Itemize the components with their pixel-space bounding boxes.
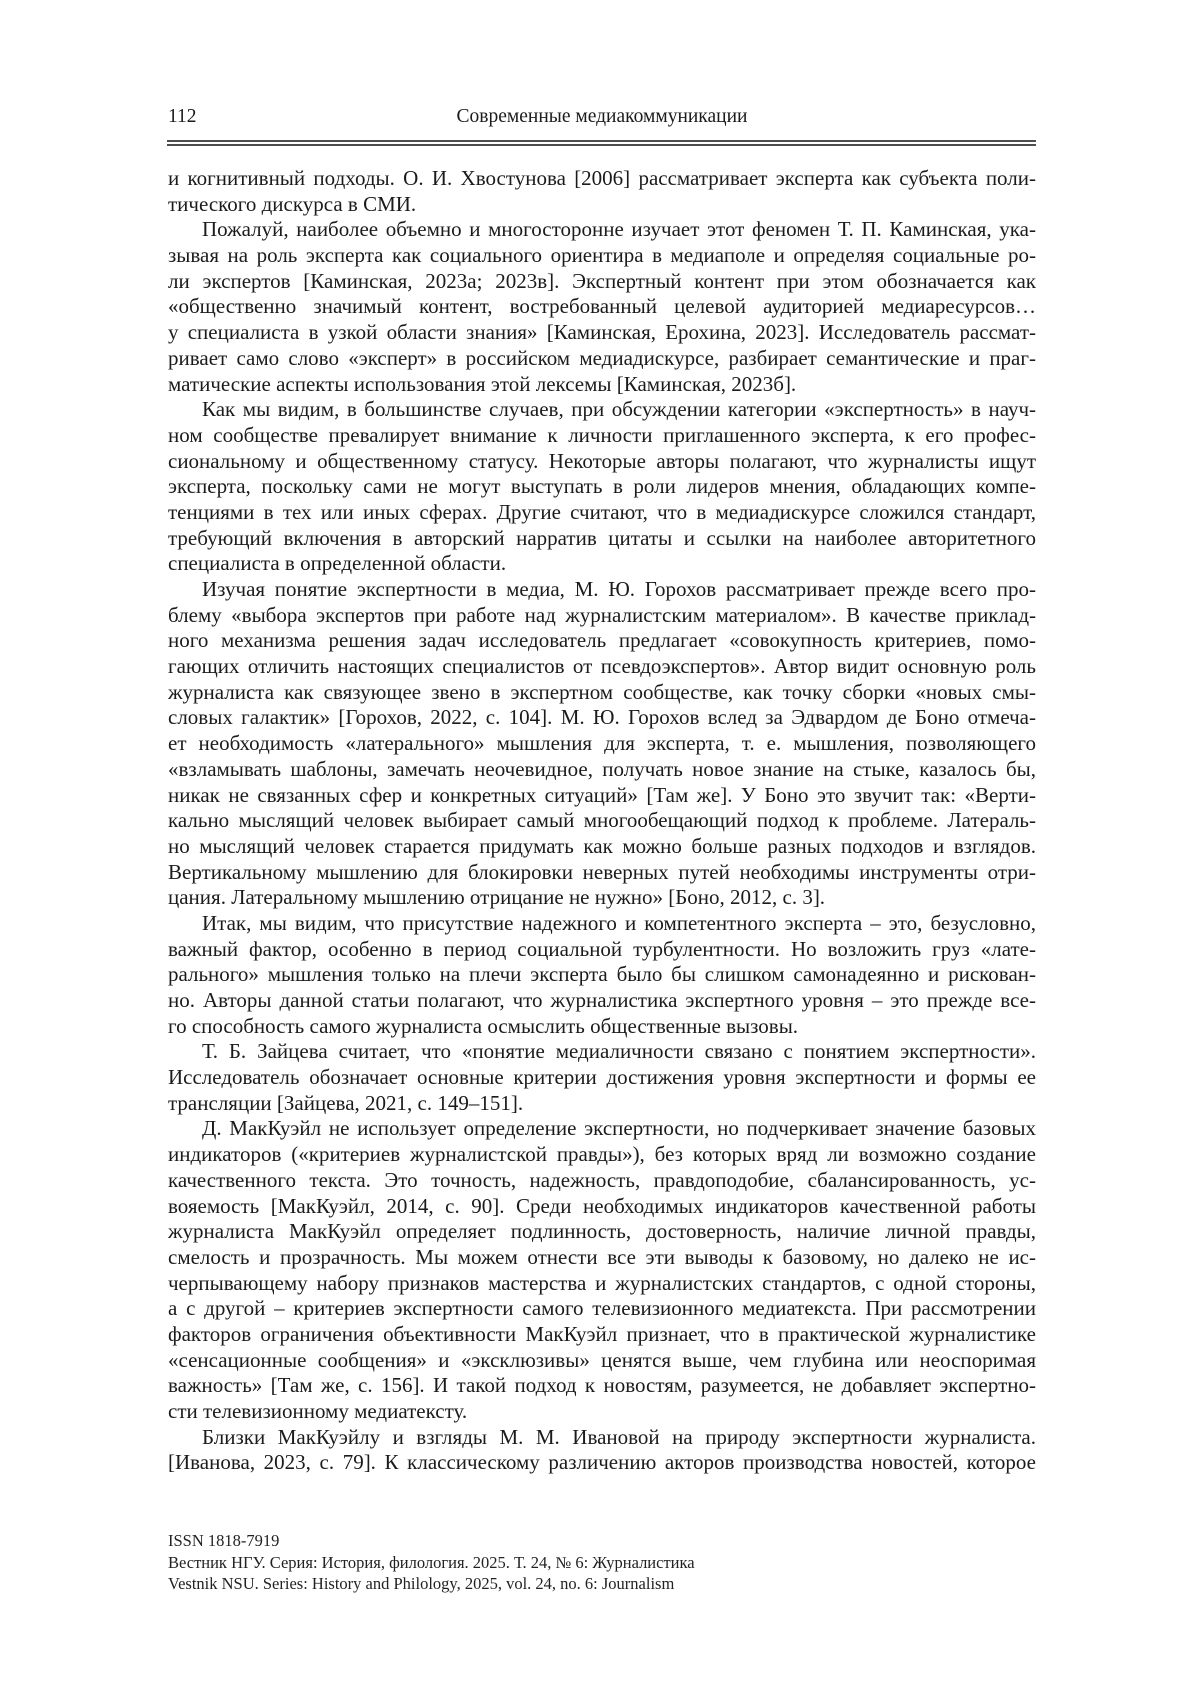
text-line: но мыслящий человек старается придумать как можно больше разных подходов и взглядов. — [168, 833, 1036, 858]
text-line: го способность самого журналиста осмыслить общественные вызовы. — [168, 1013, 799, 1038]
text-line: кально мыслящий человек выбирает самый многообещающий подход к проблеме. Латераль- — [168, 808, 1036, 833]
paragraph — [168, 166, 1036, 217]
text-line: трансляции [Зайцева, 2021, с. 149–151]. — [168, 1090, 524, 1115]
footer-citation-en: Vestnik NSU. Series: History and Philology, 2025, vol. 24, no. 6: Journalism — [168, 1574, 675, 1593]
text-line: рального» мышления только на плечи эксперта было бы слишком самонадеянно и рискован- — [168, 962, 1036, 987]
text-line: «сенсационные сообщения» и «эксклюзивы» ценятся выше, чем глубина или неоспоримая — [168, 1347, 1036, 1372]
text-line: Т. Б. Зайцева считает, что «понятие медиаличности связано с понятием экспертности». — [202, 1039, 1036, 1064]
text-line: журналиста как связующее звено в экспертном сообществе, как точку сборки «новых смы- — [168, 679, 1036, 704]
footer-citation-ru: Вестник НГУ. Серия: История, филология. 2025. Т. 24, № 6: Журналистика — [168, 1552, 695, 1572]
text-line: «взламывать шаблоны, замечать неочевидное, получать новое знание на стыке, казалось бы, — [168, 756, 1036, 781]
text-line: ривает само слово «эксперт» в российском медиадискурсе, разбирает семантические и праг- — [168, 345, 1036, 370]
text-line: Как мы видим, в большинстве случаев, при обсуждении категории «экспертность» в науч- — [202, 397, 1036, 422]
text-line: но. Авторы данной статьи полагают, что журналистика экспертного уровня – это прежде все- — [168, 988, 1036, 1012]
footer-issn: ISSN 1818-7919 — [168, 1531, 280, 1550]
text-line: тенциями в тех или иных сферах. Другие считают, что в медиадискурсе сложился стандарт, — [168, 499, 1036, 524]
text-line: ном сообществе превалирует внимание к личности приглашенного эксперта, к его профес- — [168, 422, 1036, 447]
text-line: зывая на роль эксперта как социального ориентира в медиаполе и определяя социальные ро- — [168, 243, 1036, 268]
paragraph — [168, 1039, 1036, 1116]
text-line: Д. МакКуэйл не использует определение экспертности, но подчеркивает значение базовых — [202, 1116, 1036, 1141]
text-line: блему «выбора экспертов при работе над журналистским материалом». В качестве приклад- — [168, 602, 1036, 627]
text-line: гающих отличить настоящих специалистов от псевдоэкспертов». Автор видит основную роль — [168, 654, 1036, 679]
text-line: Исследователь обозначает основные критерии достижения уровня экспертности и формы ее — [168, 1065, 1036, 1090]
text-line: ного механизма решения задач исследователь предлагает «совокупность критериев, помо- — [168, 628, 1036, 653]
text-line: журналиста МакКуэйл определяет подлинность, достоверность, наличие личной правды, — [168, 1219, 1036, 1244]
article-body — [168, 166, 1036, 1476]
text-line: ет необходимость «латерального» мышления для эксперта, т. е. мышления, позволяющего — [168, 731, 1036, 756]
running-title: Современные медиакоммуникации — [456, 106, 748, 127]
paragraph — [168, 577, 1036, 911]
paragraph — [168, 911, 1036, 1039]
text-line: Вертикальному мышлению для блокировки неверных путей необходимы инструменты отри- — [168, 859, 1036, 884]
text-line: словых галактик» [Горохов, 2022, с. 104]. М. Ю. Горохов вслед за Эдвардом де Боно отмеча- — [168, 705, 1036, 730]
page-number: 112 — [168, 106, 197, 127]
text-line: факторов ограничения объективности МакКуэйл признает, что в практической журналистике — [168, 1321, 1036, 1346]
header-rule — [167, 140, 1036, 146]
paragraph — [168, 397, 1036, 577]
text-line: матические аспекты использования этой лексемы [Каминская, 2023б]. — [168, 371, 797, 396]
text-line: сти телевизионному медиатексту. — [168, 1399, 468, 1423]
text-line: [Иванова, 2023, с. 79]. К классическому различению акторов производства новостей, которое — [168, 1450, 1036, 1475]
text-line: никак не связанных сфер и конкретных ситуаций» [Там же]. У Боно это звучит так: «Верти- — [168, 782, 1036, 807]
text-line: качественного текста. Это точность, надежность, правдоподобие, сбалансированность, ус- — [168, 1167, 1036, 1192]
text-line: специалиста в определенной области. — [168, 551, 507, 576]
page-header — [168, 106, 1036, 132]
text-line: цания. Латеральному мышлению отрицание не нужно» [Боно, 2012, с. 3]. — [168, 885, 826, 910]
text-line: тического дискурса в СМИ. — [168, 191, 417, 216]
text-line: важный фактор, особенно в период социальной турбулентности. Но возложить груз «лате- — [168, 936, 1036, 961]
text-line: «общественно значимый контент, востребованный целевой аудиторией медиаресурсов… — [168, 294, 1036, 319]
paragraph — [168, 1116, 1036, 1424]
text-line: вояемость [МакКуэйл, 2014, с. 90]. Среди необходимых индикаторов качественной работы — [168, 1193, 1036, 1218]
text-line: у специалиста в узкой области знания» [Каминская, Ерохина, 2023]. Исследователь рассмат- — [168, 320, 1036, 345]
paragraph — [168, 1425, 1036, 1476]
text-line: Итак, мы видим, что присутствие надежного и компетентного эксперта – это, безусловно, — [202, 910, 1036, 935]
text-line: Изучая понятие экспертности в медиа, М. Ю. Горохов рассматривает прежде всего про- — [202, 577, 1036, 601]
text-line: и когнитивный подходы. О. И. Хвостунова [2006] рассматривает эксперта как субъекта поли- — [168, 166, 1036, 190]
paragraph — [168, 217, 1036, 397]
page-footer — [168, 1530, 1036, 1595]
text-line: ли экспертов [Каминская, 2023а; 2023в]. Экспертный контент при этом обозначается как — [168, 268, 1036, 293]
text-line: Пожалуй, наиболее объемно и многосторонне изучает этот феномен Т. П. Каминская, ука- — [202, 217, 1036, 242]
text-line: важность» [Там же, с. 156]. И такой подход к новостям, разумеется, не добавляет экспертно- — [168, 1373, 1036, 1398]
text-line: черпывающему набору признаков мастерства и журналистских стандартов, с одной стороны, — [168, 1270, 1036, 1295]
text-line: смелость и прозрачность. Мы можем отнести все эти выводы к базовому, но далеко не ис- — [168, 1244, 1036, 1269]
text-line: а с другой – критериев экспертности самого телевизионного медиатекста. При рассмотрении — [168, 1296, 1036, 1321]
header-rule-bottom-line — [167, 144, 1036, 146]
text-line: индикаторов («критериев журналистской правды»), без которых вряд ли возможно создание — [168, 1142, 1036, 1167]
text-line: сиональному и общественному статусу. Некоторые авторы полагают, что журналисты ищут — [168, 448, 1036, 473]
text-line: эксперта, поскольку сами не могут выступать в роли лидеров мнения, обладающих компе- — [168, 474, 1036, 499]
text-line: Близки МакКуэйлу и взгляды М. М. Ивановой на природу экспертности журналиста. — [202, 1424, 1036, 1449]
text-line: требующий включения в авторский нарратив цитаты и ссылки на наиболее авторитетного — [168, 525, 1036, 550]
